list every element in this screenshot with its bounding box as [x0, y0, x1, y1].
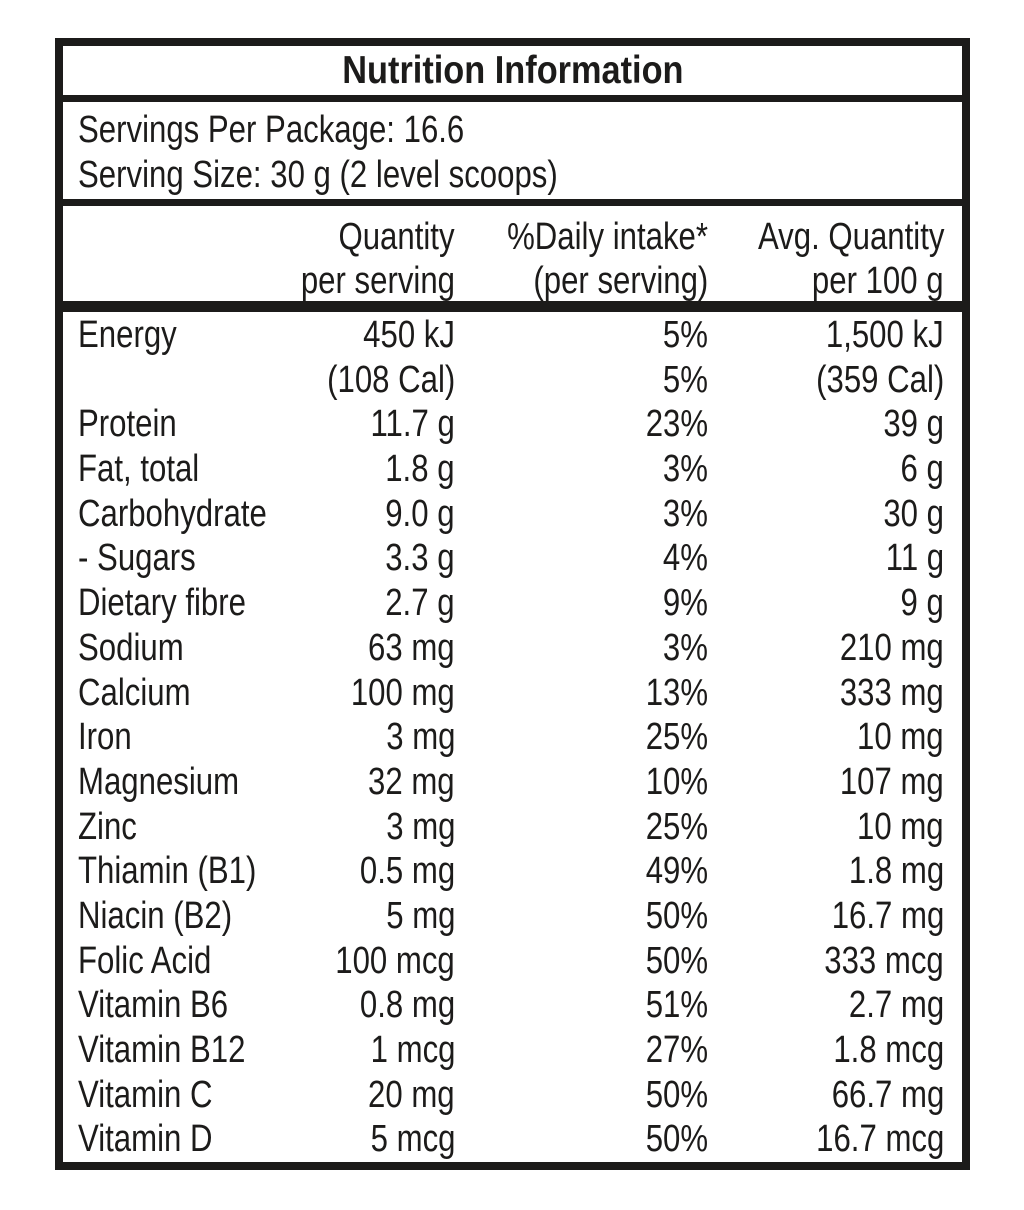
avg-quantity-cell-text: 9 g: [900, 582, 944, 625]
nutrient-name-cell: [78, 805, 150, 850]
table-row: [63, 1028, 962, 1073]
daily-intake-cell: [632, 671, 708, 716]
quantity-per-serving-cell: [349, 760, 455, 805]
serving-size-line: [78, 153, 962, 198]
table-row: [63, 760, 962, 805]
divider-below-headers: [63, 301, 962, 312]
column-header-daily-intake-line2: (per serving): [533, 260, 708, 301]
table-row: [63, 358, 962, 403]
nutrient-name-cell: [78, 313, 198, 358]
nutrient-name-cell-text: Carbohydrate: [78, 492, 267, 535]
avg-quantity-cell-text: 10 mg: [857, 716, 944, 759]
avg-quantity-cell: [817, 760, 944, 805]
avg-quantity-cell: [891, 581, 944, 626]
column-header-avg-quantity-line1: Avg. Quantity: [757, 216, 944, 258]
quantity-per-serving-cell-text: 5 mcg: [370, 1118, 455, 1161]
table-row: [63, 939, 962, 984]
avg-quantity-cell-text: 11 g: [885, 537, 944, 580]
daily-intake-cell-text: 50%: [645, 894, 708, 937]
quantity-per-serving-cell: [371, 805, 455, 850]
nutrient-name-cell-text: Vitamin B6: [78, 984, 229, 1027]
quantity-per-serving-cell-text: 32 mg: [368, 760, 455, 803]
quantity-per-serving-cell-text: 3 mg: [385, 716, 455, 759]
daily-intake-cell-text: 3%: [662, 492, 708, 535]
column-header-quantity-line2: per serving: [300, 260, 455, 301]
daily-intake-cell-text: 23%: [645, 403, 708, 446]
divider-below-serving-info: [63, 199, 962, 206]
avg-quantity-cell-text: 16.7 mcg: [815, 1118, 944, 1161]
nutrient-name-cell: [78, 983, 261, 1028]
column-header-daily-intake: [463, 215, 708, 301]
nutrient-name-cell: [78, 492, 308, 537]
daily-intake-cell-text: 49%: [645, 850, 708, 893]
quantity-per-serving-cell: [370, 492, 455, 537]
avg-quantity-cell-text: 6 g: [900, 448, 944, 491]
daily-intake-cell-text: 3%: [662, 626, 708, 669]
serving-size-text: Serving Size: 30 g (2 level scoops): [78, 154, 558, 196]
table-row: [63, 447, 962, 492]
quantity-per-serving-cell-text: 3.3 g: [385, 537, 455, 580]
avg-quantity-cell: [788, 1117, 944, 1162]
avg-quantity-cell-text: 107 mg: [840, 760, 944, 803]
avg-quantity-cell: [817, 671, 944, 716]
quantity-per-serving-cell-text: 100 mcg: [335, 939, 455, 982]
table-row: [63, 715, 962, 760]
daily-intake-cell-text: 10%: [645, 760, 708, 803]
divider-below-title: [63, 95, 962, 102]
avg-quantity-cell: [809, 1028, 944, 1073]
nutrient-name-cell-text: Magnesium: [78, 760, 240, 803]
column-header-daily-intake-line1: %Daily intake*: [507, 216, 708, 258]
nutrient-name-cell-text: Iron: [78, 716, 132, 759]
daily-intake-cell: [653, 626, 708, 671]
avg-quantity-cell-text: 1,500 kJ: [826, 314, 944, 356]
daily-intake-cell: [632, 805, 708, 850]
nutrient-name-cell-text: Vitamin B12: [78, 1029, 246, 1071]
nutrient-name-cell: [78, 626, 207, 671]
nutrient-name-cell: [78, 1117, 242, 1162]
quantity-per-serving-cell-text: 3 mg: [385, 805, 455, 848]
daily-intake-cell: [632, 1073, 708, 1118]
nutrient-name-cell: [78, 671, 215, 716]
nutrient-name-cell: [78, 894, 266, 939]
quantity-per-serving-cell-text: 1.8 g: [385, 448, 455, 491]
table-row: [63, 313, 962, 358]
daily-intake-cell: [632, 983, 708, 1028]
quantity-per-serving-cell-text: 63 mg: [368, 626, 455, 669]
nutrient-name-cell: [78, 760, 274, 805]
table-row: [63, 402, 962, 447]
table-row: [63, 1117, 962, 1162]
nutrient-name-cell: [78, 581, 283, 626]
quantity-per-serving-cell-text: 5 mg: [385, 894, 455, 937]
daily-intake-cell-text: 27%: [645, 1029, 708, 1071]
daily-intake-cell: [632, 894, 708, 939]
quantity-per-serving-cell: [309, 939, 455, 984]
nutrient-name-cell-text: Vitamin C: [78, 1073, 213, 1116]
avg-quantity-cell: [788, 358, 944, 403]
quantity-per-serving-cell: [343, 313, 455, 358]
quantity-per-serving-cell: [352, 1117, 455, 1162]
nutrient-table-body: [63, 312, 962, 1162]
quantity-per-serving-cell: [349, 1073, 455, 1118]
daily-intake-cell-text: 13%: [645, 671, 708, 714]
table-row: [63, 536, 962, 581]
panel-title-section: [63, 46, 962, 95]
nutrient-name-cell-text: Sodium: [78, 626, 184, 669]
column-header-quantity-line1: Quantity: [338, 216, 455, 258]
table-row: [63, 492, 962, 537]
nutrient-name-cell: [78, 402, 198, 447]
daily-intake-cell: [653, 447, 708, 492]
daily-intake-cell: [632, 1028, 708, 1073]
nutrient-name-cell-text: Fat, total: [78, 448, 200, 491]
daily-intake-cell-text: 25%: [645, 805, 708, 848]
quantity-per-serving-cell: [349, 626, 455, 671]
nutrient-name-cell: [78, 939, 241, 984]
table-row: [63, 1073, 962, 1118]
avg-quantity-cell-text: 333 mcg: [824, 939, 944, 982]
quantity-per-serving-cell: [339, 983, 455, 1028]
quantity-per-serving-cell: [371, 715, 455, 760]
daily-intake-cell: [653, 581, 708, 626]
avg-quantity-cell: [873, 536, 944, 581]
column-header-quantity: [267, 215, 455, 301]
quantity-per-serving-cell: [370, 447, 455, 492]
quantity-per-serving-cell: [299, 358, 455, 403]
quantity-per-serving-cell-text: 20 mg: [368, 1073, 455, 1116]
serving-info-section: [63, 102, 962, 199]
avg-quantity-cell-text: 1.8 mcg: [833, 1029, 944, 1071]
avg-quantity-cell-text: 333 mg: [840, 671, 944, 714]
quantity-per-serving-cell-text: 100 mg: [351, 671, 455, 714]
daily-intake-cell-text: 25%: [645, 716, 708, 759]
quantity-per-serving-cell: [339, 849, 455, 894]
nutrition-panel: [55, 38, 970, 1170]
avg-quantity-cell: [798, 939, 944, 984]
avg-quantity-cell: [828, 849, 944, 894]
daily-intake-cell-text: 50%: [645, 939, 708, 982]
avg-quantity-cell: [817, 626, 944, 671]
quantity-per-serving-cell: [328, 671, 455, 716]
nutrient-name-cell-text: Folic Acid: [78, 939, 212, 982]
nutrient-name-cell-text: Vitamin D: [78, 1118, 213, 1161]
daily-intake-cell: [632, 849, 708, 894]
avg-quantity-cell: [838, 715, 944, 760]
daily-intake-cell-text: 51%: [645, 984, 708, 1027]
avg-quantity-cell: [838, 805, 944, 850]
quantity-per-serving-cell: [352, 402, 455, 447]
daily-intake-cell: [653, 492, 708, 537]
daily-intake-cell: [632, 402, 708, 447]
column-header-avg-quantity: [717, 215, 944, 301]
daily-intake-cell: [653, 313, 708, 358]
avg-quantity-cell-text: 1.8 mg: [848, 850, 944, 893]
nutrient-name-cell: [78, 715, 143, 760]
avg-quantity-cell-text: 2.7 mg: [848, 984, 944, 1027]
column-header-avg-quantity-line2: per 100 g: [812, 260, 944, 301]
table-row: [63, 626, 962, 671]
quantity-per-serving-cell-text: 450 kJ: [363, 314, 455, 356]
avg-quantity-cell: [800, 313, 944, 358]
avg-quantity-cell-text: (359 Cal): [815, 358, 944, 401]
daily-intake-cell: [632, 1117, 708, 1162]
daily-intake-cell-text: 5%: [662, 314, 708, 356]
avg-quantity-cell: [891, 447, 944, 492]
quantity-per-serving-cell-text: (108 Cal): [326, 358, 455, 401]
servings-per-package-line: [78, 108, 962, 153]
daily-intake-cell-text: 9%: [662, 582, 708, 625]
daily-intake-cell: [653, 358, 708, 403]
quantity-per-serving-cell: [371, 894, 455, 939]
nutrient-name-cell-text: - Sugars: [78, 537, 196, 580]
table-row: [63, 581, 962, 626]
daily-intake-cell-text: 4%: [662, 537, 708, 580]
nutrient-name-cell-text: Niacin (B2): [78, 894, 233, 937]
avg-quantity-cell-text: 16.7 mg: [831, 894, 944, 937]
nutrient-name-cell: [78, 1028, 282, 1073]
table-row: [63, 894, 962, 939]
quantity-per-serving-cell-text: 1 mcg: [370, 1029, 455, 1071]
nutrient-name-cell-text: Calcium: [78, 671, 191, 714]
quantity-per-serving-cell-text: 0.8 mg: [359, 984, 455, 1027]
avg-quantity-cell-text: 30 g: [883, 492, 944, 535]
table-row: [63, 671, 962, 716]
quantity-per-serving-cell: [352, 1028, 455, 1073]
avg-quantity-cell: [870, 492, 944, 537]
avg-quantity-cell-text: 39 g: [883, 403, 944, 446]
daily-intake-cell-text: 50%: [645, 1118, 708, 1161]
quantity-per-serving-cell-text: 0.5 mg: [359, 850, 455, 893]
avg-quantity-cell: [870, 402, 944, 447]
nutrient-name-cell-text: Protein: [78, 403, 177, 446]
nutrient-name-cell-text: Zinc: [78, 805, 137, 848]
servings-per-package-text: Servings Per Package: 16.6: [78, 109, 465, 151]
avg-quantity-cell-text: 66.7 mg: [831, 1073, 944, 1116]
quantity-per-serving-cell: [370, 536, 455, 581]
daily-intake-cell: [632, 715, 708, 760]
daily-intake-cell: [632, 760, 708, 805]
daily-intake-cell-text: 3%: [662, 448, 708, 491]
quantity-per-serving-cell-text: 9.0 g: [385, 492, 455, 535]
nutrient-name-cell-text: Dietary fibre: [78, 582, 246, 625]
column-header-section: [63, 206, 962, 301]
quantity-per-serving-cell-text: 2.7 g: [385, 582, 455, 625]
nutrient-name-cell-text: Energy: [78, 314, 177, 356]
table-row: [63, 849, 962, 894]
avg-quantity-cell-text: 210 mg: [840, 626, 944, 669]
quantity-per-serving-cell: [370, 581, 455, 626]
nutrient-name-cell: [78, 1073, 242, 1118]
daily-intake-cell-text: 50%: [645, 1073, 708, 1116]
nutrient-name-cell: [78, 536, 222, 581]
quantity-per-serving-cell-text: 11.7 g: [370, 403, 455, 446]
nutrient-name-cell: [78, 447, 226, 492]
nutrient-name-cell-text: Thiamin (B1): [78, 850, 257, 893]
avg-quantity-cell-text: 10 mg: [857, 805, 944, 848]
avg-quantity-cell: [828, 983, 944, 1028]
panel-title: Nutrition Information: [341, 48, 684, 92]
avg-quantity-cell: [807, 1073, 944, 1118]
daily-intake-cell: [632, 939, 708, 984]
daily-intake-cell: [653, 536, 708, 581]
nutrient-name-cell: [78, 849, 296, 894]
table-row: [63, 983, 962, 1028]
daily-intake-cell-text: 5%: [662, 358, 708, 401]
avg-quantity-cell: [807, 894, 944, 939]
table-row: [63, 805, 962, 850]
